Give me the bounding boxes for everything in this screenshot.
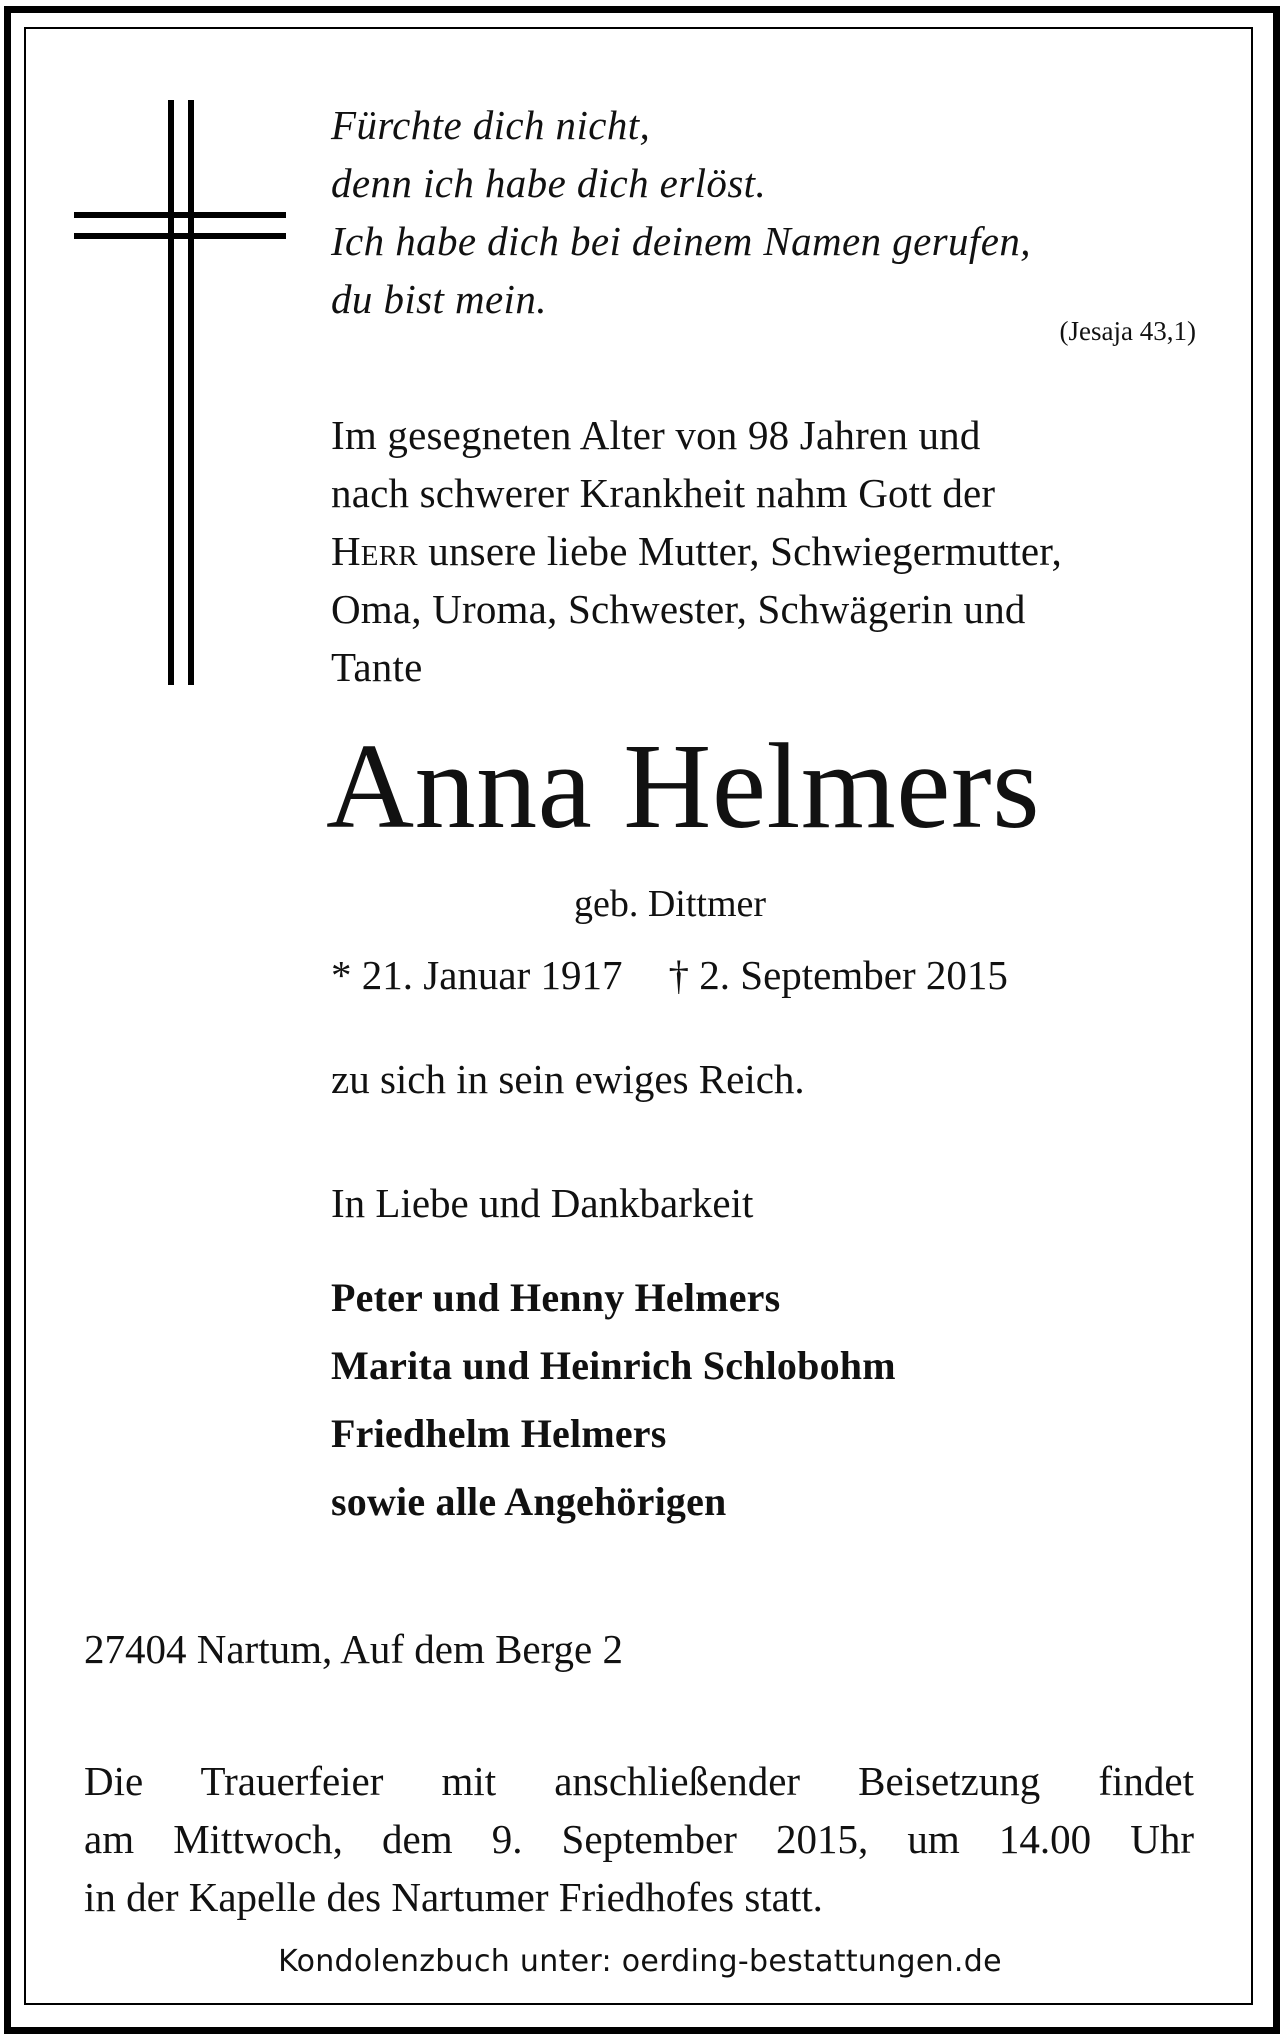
cross-icon [74, 100, 286, 685]
verse-line: du bist mein. [331, 276, 547, 322]
life-dates [331, 948, 1008, 1002]
verse-line: Fürchte dich nicht, [331, 102, 651, 148]
announcement-line [331, 522, 1062, 580]
announcement-line: Tante [331, 644, 423, 690]
condolence-book-link[interactable]: Kondolenzbuch unter: oerding-bestattungen.de [278, 1944, 1002, 1979]
announcement-line: Im gesegneten Alter von 98 Jahren und [331, 412, 981, 458]
lord-smallcaps: Herr [331, 528, 418, 574]
funeral-service-info [84, 1752, 1194, 1926]
announcement-line-rest: unsere liebe Mutter, Schwiegermutter, [417, 528, 1062, 574]
announcement-line: nach schwerer Krankheit nahm Gott der [331, 470, 996, 516]
verse-reference: (Jesaja 43,1) [1059, 316, 1196, 346]
maiden-name: geb. Dittmer [574, 883, 767, 925]
verse-line: denn ich habe dich erlöst. [331, 160, 767, 206]
mourners-list [331, 1264, 896, 1536]
mourner-name: Friedhelm Helmers [331, 1411, 667, 1456]
bible-verse [331, 96, 1031, 328]
mourner-name: Peter und Henny Helmers [331, 1275, 781, 1320]
verse-line: Ich habe dich bei deinem Namen gerufen, [331, 218, 1031, 264]
birth-date: * 21. Januar 1917 [331, 952, 623, 998]
service-line: Die Trauerfeier mit anschließender Beisetzung findet [84, 1758, 1194, 1804]
death-announcement [331, 406, 1062, 696]
deceased-name: Anna Helmers [326, 719, 1041, 854]
service-line: in der Kapelle des Nartumer Friedhofes statt. [84, 1874, 823, 1920]
thanks-phrase: In Liebe und Dankbarkeit [331, 1180, 754, 1226]
mourner-name: sowie alle Angehörigen [331, 1479, 727, 1524]
mourner-name: Marita und Heinrich Schlobohm [331, 1343, 896, 1388]
service-line: am Mittwoch, dem 9. September 2015, um 14.00 Uhr [84, 1816, 1194, 1862]
closing-phrase: zu sich in sein ewiges Reich. [331, 1056, 805, 1102]
death-date: † 2. September 2015 [668, 952, 1008, 998]
announcement-line: Oma, Uroma, Schwester, Schwägerin und [331, 586, 1026, 632]
family-address: 27404 Nartum, Auf dem Berge 2 [84, 1626, 623, 1672]
